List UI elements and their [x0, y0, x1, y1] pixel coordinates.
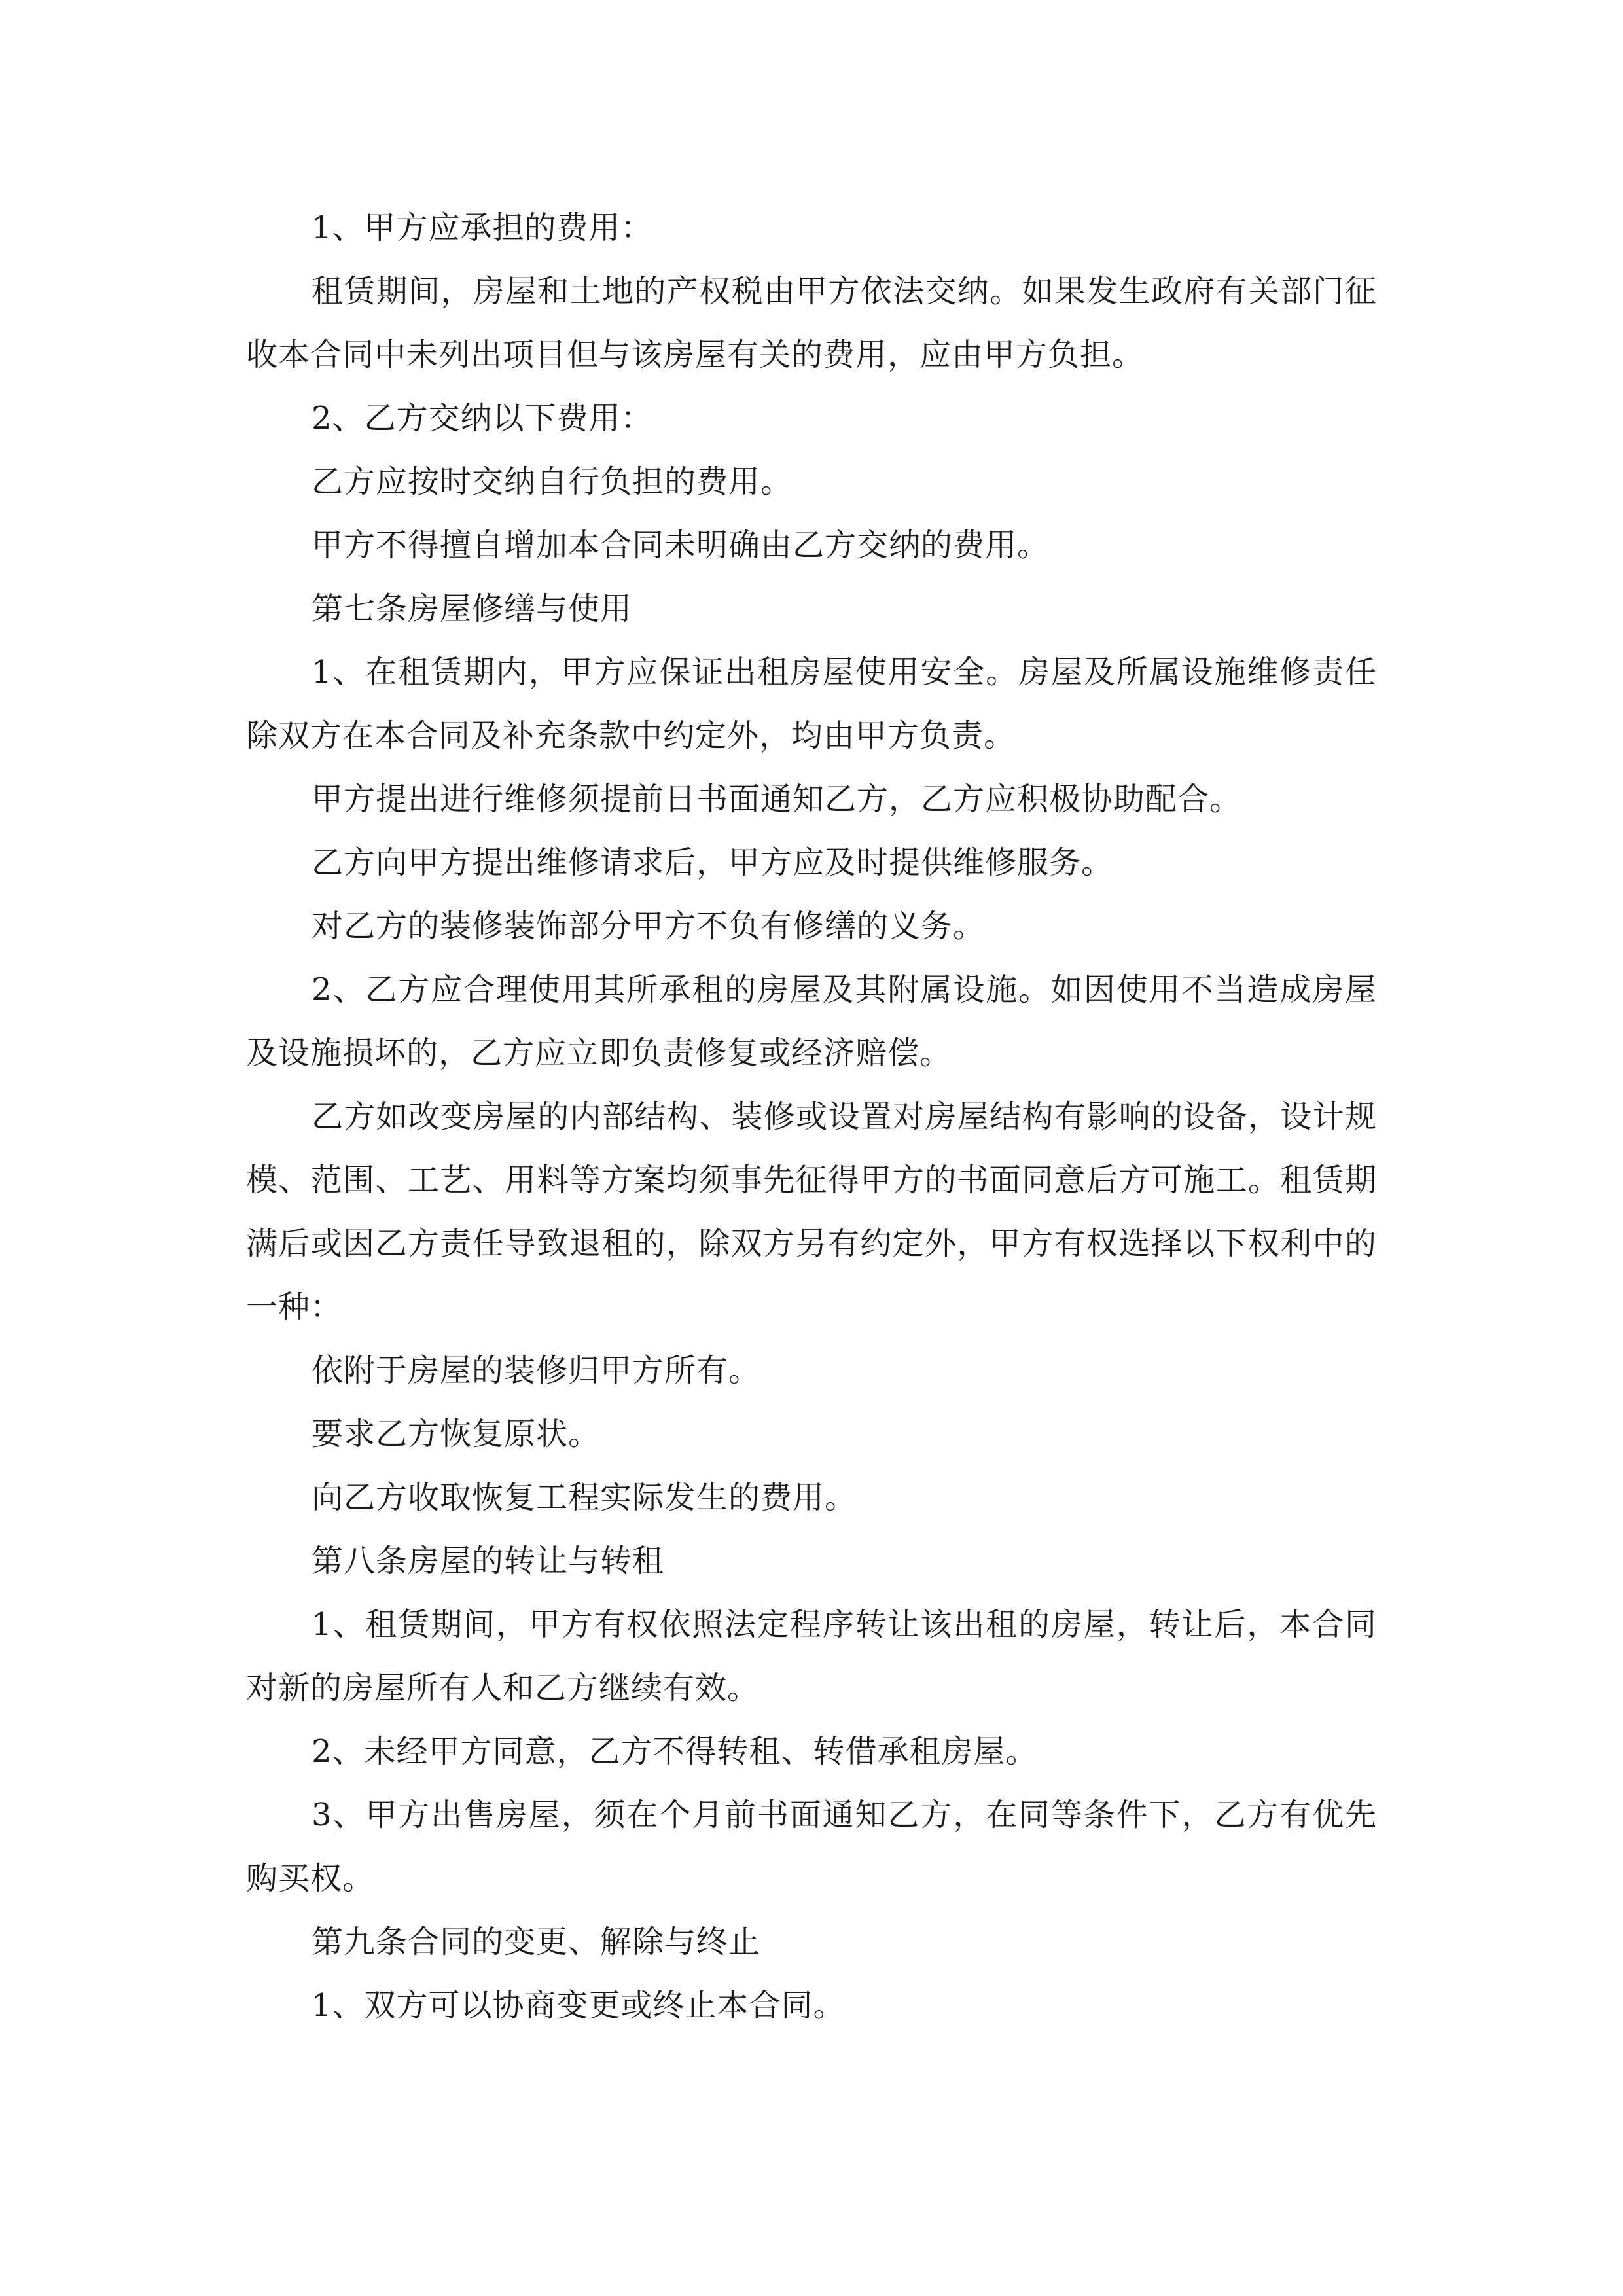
- paragraph-10: 对乙方的装修装饰部分甲方不负有修缮的义务。: [312, 908, 986, 944]
- section-heading-9: 第九条合同的变更、解除与终止: [312, 1924, 761, 1960]
- paragraph-13: 依附于房屋的装修归甲方所有。: [312, 1352, 761, 1389]
- paragraph-19: 3、甲方出售房屋，须在个月前书面通知乙方，在同等条件下，乙方有优先购买权。: [246, 1797, 1377, 1897]
- paragraph-11: 2、乙方应合理使用其所承租的房屋及其附属设施。如因使用不当造成房屋及设施损坏的，乙方应立即负责修复或经济赔偿。: [246, 971, 1377, 1071]
- paragraph-5: 甲方不得擅自增加本合同未明确由乙方交纳的费用。: [312, 527, 1050, 564]
- paragraph-21: 1、双方可以协商变更或终止本合同。: [312, 1987, 846, 2024]
- paragraph-18: 2、未经甲方同意，乙方不得转租、转借承租房屋。: [312, 1733, 1038, 1770]
- paragraph-14: 要求乙方恢复原状。: [312, 1416, 601, 1452]
- section-heading-8: 第八条房屋的转让与转租: [312, 1543, 665, 1579]
- paragraph-7: 1、在租赁期内，甲方应保证出租房屋使用安全。房屋及所属设施维修责任除双方在本合同及补充条款中约定外，均由甲方负责。: [246, 654, 1377, 754]
- paragraph-2: 租赁期间，房屋和土地的产权税由甲方依法交纳。如果发生政府有关部门征收本合同中未列出项目但与该房屋有关的费用，应由甲方负担。: [246, 273, 1377, 373]
- paragraph-3: 2、乙方交纳以下费用：: [312, 400, 653, 437]
- paragraph-4: 乙方应按时交纳自行负担的费用。: [312, 463, 793, 500]
- paragraph-1: 1、甲方应承担的费用：: [312, 209, 653, 246]
- paragraph-9: 乙方向甲方提出维修请求后，甲方应及时提供维修服务。: [312, 844, 1114, 881]
- document-body: [246, 196, 1377, 2037]
- paragraph-17: 1、租赁期间，甲方有权依照法定程序转让该出租的房屋，转让后，本合同对新的房屋所有人和乙方继续有效。: [246, 1606, 1377, 1706]
- paragraph-8: 甲方提出进行维修须提前日书面通知乙方，乙方应积极协助配合。: [312, 781, 1242, 817]
- paragraph-12: 乙方如改变房屋的内部结构、装修或设置对房屋结构有影响的设备，设计规模、范围、工艺、用料等方案均须事先征得甲方的书面同意后方可施工。租赁期满后或因乙方责任导致退租的，除双方另有约定外，甲方有权选择以下权利中的一种：: [246, 1098, 1377, 1325]
- section-heading-7: 第七条房屋修缮与使用: [312, 590, 633, 627]
- paragraph-15: 向乙方收取恢复工程实际发生的费用。: [312, 1479, 857, 1516]
